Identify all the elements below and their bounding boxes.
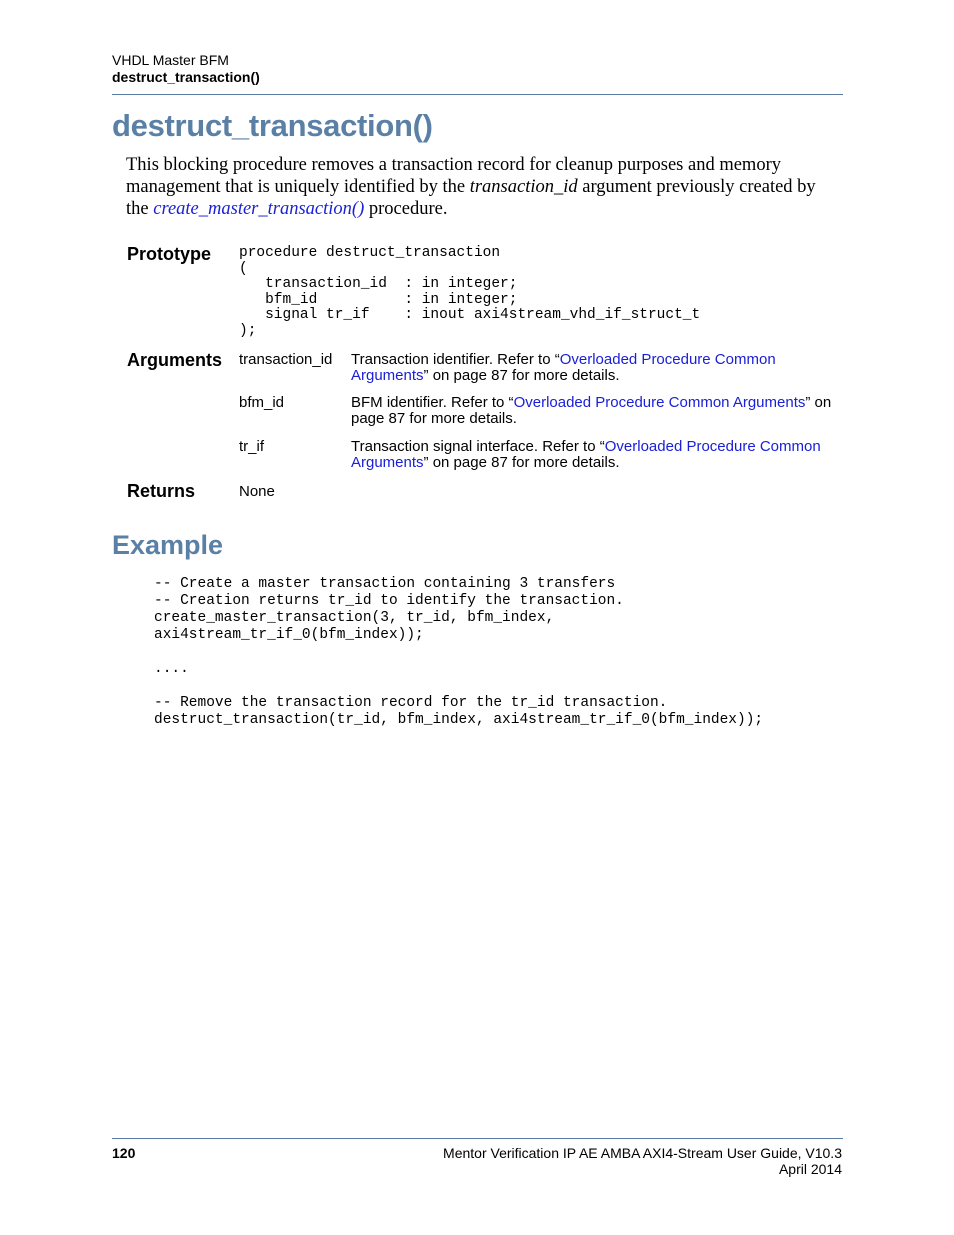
returns-value: None xyxy=(239,483,275,500)
argument-description xyxy=(351,352,846,384)
footer-rule xyxy=(112,1138,843,1139)
header-rule xyxy=(112,94,843,95)
overloaded-args-link[interactable]: Overloaded Procedure Common Arguments xyxy=(351,438,821,471)
intro-text-3: procedure. xyxy=(364,199,448,219)
overloaded-args-link[interactable]: Overloaded Procedure Common Arguments xyxy=(513,394,806,411)
arg-desc-suffix: ” on page 87 for more details. xyxy=(423,454,620,471)
overloaded-args-link[interactable]: Overloaded Procedure Common Arguments xyxy=(351,351,776,384)
intro-text-2: argument previously created by the xyxy=(126,177,816,219)
arg-desc-suffix: ” on page 87 for more details. xyxy=(423,367,620,384)
returns-label: Returns xyxy=(127,481,196,501)
intro-text-1: This blocking procedure removes a transaction record for cleanup purposes and memory management that is uniquely identified by the xyxy=(126,155,781,197)
intro-emphasis: transaction_id xyxy=(469,177,578,197)
argument-description xyxy=(351,395,846,427)
arguments-label: Arguments xyxy=(127,350,223,370)
create-master-transaction-link[interactable]: create_master_transaction() xyxy=(153,199,365,219)
argument-name: tr_if xyxy=(239,438,265,455)
footer-doc-title: Mentor Verification IP AE AMBA AXI4-Stream User Guide, V10.3 xyxy=(443,1145,842,1161)
footer-info xyxy=(443,1145,842,1177)
argument-description xyxy=(351,439,846,471)
header-subsection: destruct_transaction() xyxy=(112,69,260,85)
argument-name: transaction_id xyxy=(239,351,333,368)
arg-desc-prefix: Transaction identifier. Refer to “ xyxy=(351,351,560,368)
running-header xyxy=(112,52,842,86)
example-code: -- Create a master transaction containing 3 transfers -- Creation returns tr_id to identify the transaction. create_master_transaction(3, tr_id, bfm_index, axi4stream_tr_if_0(bfm_index)); .... -- Remove the transaction record for the tr_id transaction. destruct_transaction(tr_id, bfm_index, axi4stream_tr_if_0(bfm_index)); xyxy=(154,576,764,728)
intro-paragraph xyxy=(126,154,842,220)
argument-name: bfm_id xyxy=(239,394,285,411)
arg-desc-prefix: BFM identifier. Refer to “ xyxy=(351,394,514,411)
footer-date: April 2014 xyxy=(778,1161,842,1177)
prototype-code: procedure destruct_transaction ( transaction_id : in integer; bfm_id : in integer; signal tr_if : inout axi4stream_vhd_if_struct_t ); xyxy=(239,245,701,339)
example-heading: Example xyxy=(112,530,224,560)
page-title: destruct_transaction() xyxy=(112,108,433,143)
header-section: VHDL Master BFM xyxy=(112,52,229,68)
prototype-label: Prototype xyxy=(127,244,212,264)
arg-desc-prefix: Transaction signal interface. Refer to “ xyxy=(351,438,605,455)
arg-desc-suffix: ” on page 87 for more details. xyxy=(351,394,832,427)
page-number: 120 xyxy=(112,1145,136,1161)
